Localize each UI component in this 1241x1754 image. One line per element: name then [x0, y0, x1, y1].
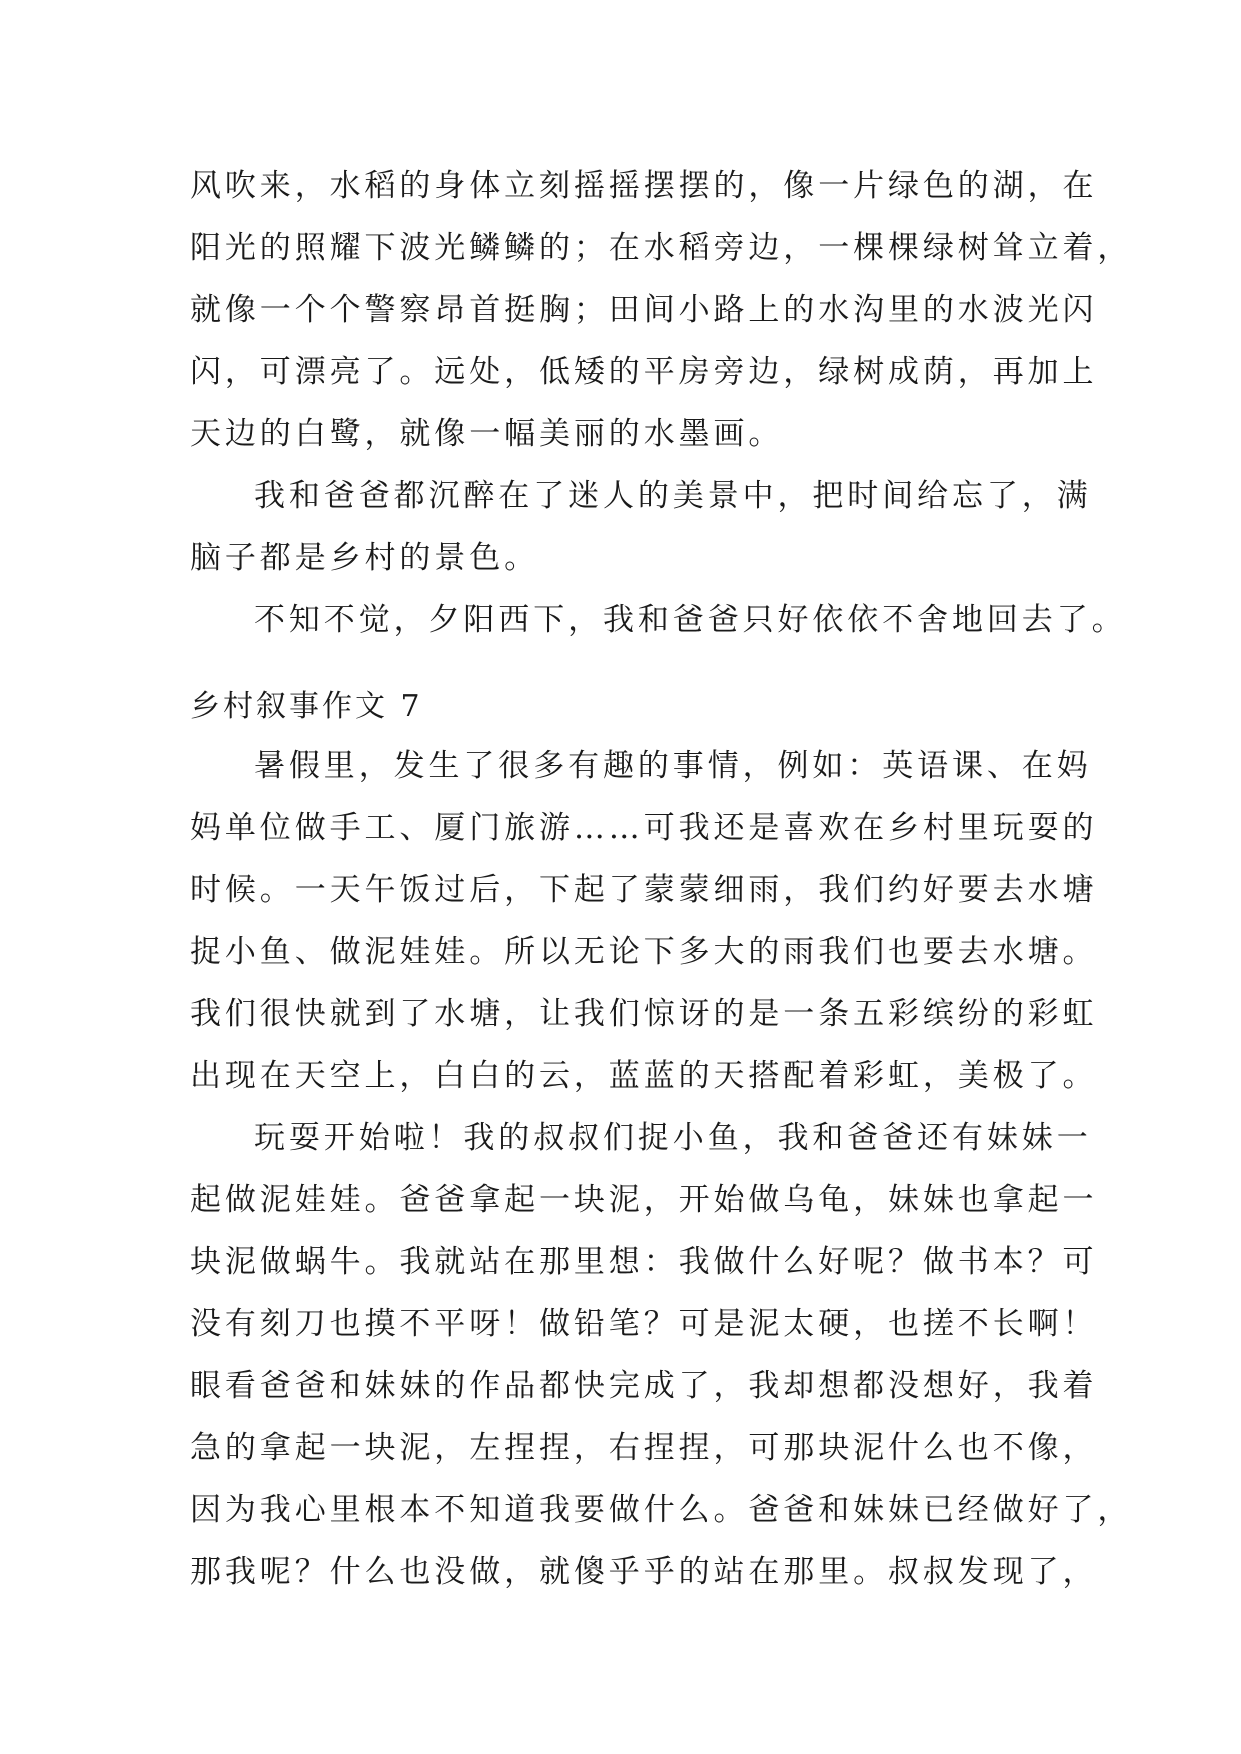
paragraph-line: 阳光的照耀下波光鳞鳞的；在水稻旁边，一棵棵绿树耸立着，	[190, 230, 1133, 266]
paragraph-line: 因为我心里根本不知道我要做什么。爸爸和妹妹已经做好了，	[190, 1492, 1133, 1528]
paragraph-line: 风吹来，水稻的身体立刻摇摇摆摆的，像一片绿色的湖，在	[190, 168, 1098, 204]
paragraph-line: 妈单位做手工、厦门旅游……可我还是喜欢在乡村里玩耍的	[190, 810, 1098, 846]
paragraph-line: 玩耍开始啦！我的叔叔们捉小鱼，我和爸爸还有妹妹一	[254, 1120, 1092, 1156]
paragraph-line: 出现在天空上，白白的云，蓝蓝的天搭配着彩虹，美极了。	[190, 1058, 1098, 1094]
paragraph-line: 我和爸爸都沉醉在了迷人的美景中，把时间给忘了，满	[254, 478, 1092, 514]
paragraph-line: 不知不觉，夕阳西下，我和爸爸只好依依不舍地回去了。	[254, 602, 1127, 638]
paragraph-line: 眼看爸爸和妹妹的作品都快完成了，我却想都没想好，我着	[190, 1368, 1098, 1404]
paragraph-line: 时候。一天午饭过后，下起了蒙蒙细雨，我们约好要去水塘	[190, 872, 1098, 908]
paragraph-line: 急的拿起一块泥，左捏捏，右捏捏，可那块泥什么也不像，	[190, 1430, 1098, 1466]
paragraph-line: 捉小鱼、做泥娃娃。所以无论下多大的雨我们也要去水塘。	[190, 934, 1098, 970]
paragraph-line: 那我呢？什么也没做，就傻乎乎的站在那里。叔叔发现了，	[190, 1554, 1098, 1590]
essay-title: 乡村叙事作文 7	[190, 689, 423, 724]
paragraph-line: 我们很快就到了水塘，让我们惊讶的是一条五彩缤纷的彩虹	[190, 996, 1098, 1032]
paragraph-line: 起做泥娃娃。爸爸拿起一块泥，开始做乌龟，妹妹也拿起一	[190, 1182, 1098, 1218]
paragraph-line: 闪，可漂亮了。远处，低矮的平房旁边，绿树成荫，再加上	[190, 354, 1098, 390]
paragraph-line: 块泥做蜗牛。我就站在那里想：我做什么好呢？做书本？可	[190, 1244, 1098, 1280]
paragraph-line: 就像一个个警察昂首挺胸；田间小路上的水沟里的水波光闪	[190, 292, 1098, 328]
paragraph-line: 暑假里，发生了很多有趣的事情，例如：英语课、在妈	[254, 748, 1092, 784]
paragraph-line: 天边的白鹭，就像一幅美丽的水墨画。	[190, 416, 784, 452]
paragraph-line: 脑子都是乡村的景色。	[190, 540, 539, 576]
paragraph-line: 没有刻刀也摸不平呀！做铅笔？可是泥太硬，也搓不长啊！	[190, 1306, 1098, 1342]
